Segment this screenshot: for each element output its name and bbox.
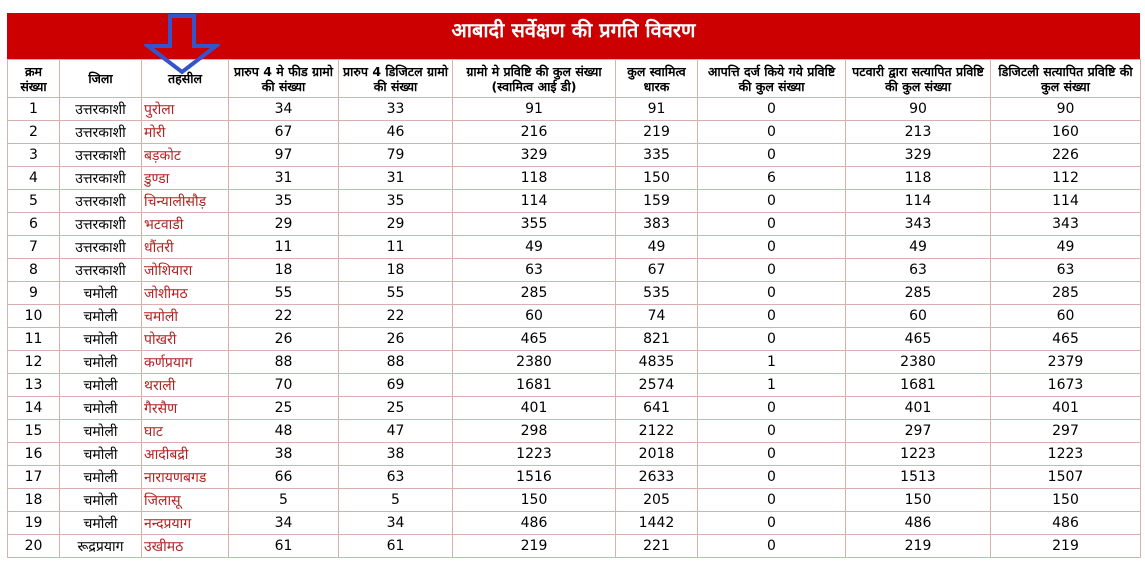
cell-patwari-verified: 465	[846, 328, 991, 351]
cell-serial: 11	[8, 328, 60, 351]
cell-tehsil[interactable]: जोशियारा	[142, 259, 229, 282]
cell-tehsil[interactable]: मोरी	[142, 121, 229, 144]
cell-form4-fed: 97	[229, 144, 339, 167]
cell-total-entries: 329	[453, 144, 616, 167]
cell-total-entries: 298	[453, 420, 616, 443]
cell-form4-fed: 35	[229, 190, 339, 213]
cell-total-owners: 383	[616, 213, 698, 236]
cell-tehsil[interactable]: उखीमठ	[142, 535, 229, 558]
cell-district: चमोली	[60, 282, 142, 305]
cell-form4-digital: 5	[339, 489, 453, 512]
cell-district: उत्तरकाशी	[60, 236, 142, 259]
cell-total-entries: 1681	[453, 374, 616, 397]
cell-patwari-verified: 1513	[846, 466, 991, 489]
cell-objections: 0	[698, 98, 846, 121]
cell-total-entries: 216	[453, 121, 616, 144]
cell-form4-digital: 33	[339, 98, 453, 121]
cell-form4-digital: 63	[339, 466, 453, 489]
cell-tehsil[interactable]: पुरोला	[142, 98, 229, 121]
cell-patwari-verified: 1223	[846, 443, 991, 466]
cell-district: चमोली	[60, 351, 142, 374]
cell-form4-digital: 35	[339, 190, 453, 213]
cell-patwari-verified: 219	[846, 535, 991, 558]
cell-district: उत्तरकाशी	[60, 259, 142, 282]
cell-total-entries: 2380	[453, 351, 616, 374]
cell-form4-digital: 38	[339, 443, 453, 466]
cell-patwari-verified: 285	[846, 282, 991, 305]
cell-tehsil[interactable]: जिलासू	[142, 489, 229, 512]
cell-total-entries: 63	[453, 259, 616, 282]
table-row	[8, 282, 1141, 305]
cell-total-owners: 2574	[616, 374, 698, 397]
cell-serial: 10	[8, 305, 60, 328]
cell-patwari-verified: 1681	[846, 374, 991, 397]
cell-digitally-verified: 2379	[991, 351, 1141, 374]
table-row	[8, 351, 1141, 374]
cell-form4-fed: 61	[229, 535, 339, 558]
cell-digitally-verified: 49	[991, 236, 1141, 259]
table-row	[8, 144, 1141, 167]
cell-objections: 0	[698, 190, 846, 213]
cell-objections: 0	[698, 466, 846, 489]
cell-total-entries: 465	[453, 328, 616, 351]
cell-serial: 1	[8, 98, 60, 121]
cell-form4-fed: 5	[229, 489, 339, 512]
cell-serial: 20	[8, 535, 60, 558]
cell-objections: 0	[698, 259, 846, 282]
header-form4-fed-villages: प्रारुप 4 मे फीड ग्रामो की संख्या	[229, 60, 339, 98]
cell-objections: 0	[698, 236, 846, 259]
cell-digitally-verified: 343	[991, 213, 1141, 236]
cell-objections: 0	[698, 282, 846, 305]
cell-patwari-verified: 150	[846, 489, 991, 512]
cell-serial: 5	[8, 190, 60, 213]
cell-objections: 0	[698, 443, 846, 466]
cell-patwari-verified: 343	[846, 213, 991, 236]
cell-tehsil[interactable]: चिन्यालीसौड़	[142, 190, 229, 213]
cell-digitally-verified: 114	[991, 190, 1141, 213]
table-row	[8, 190, 1141, 213]
cell-patwari-verified: 2380	[846, 351, 991, 374]
cell-serial: 6	[8, 213, 60, 236]
cell-total-owners: 67	[616, 259, 698, 282]
cell-objections: 0	[698, 121, 846, 144]
cell-form4-fed: 66	[229, 466, 339, 489]
cell-form4-fed: 67	[229, 121, 339, 144]
cell-total-entries: 1223	[453, 443, 616, 466]
table-row	[8, 236, 1141, 259]
cell-form4-digital: 69	[339, 374, 453, 397]
cell-district: चमोली	[60, 328, 142, 351]
cell-tehsil[interactable]: जोशीमठ	[142, 282, 229, 305]
progress-table	[7, 59, 1141, 558]
cell-patwari-verified: 486	[846, 512, 991, 535]
cell-district: चमोली	[60, 397, 142, 420]
cell-digitally-verified: 1223	[991, 443, 1141, 466]
table-row	[8, 512, 1141, 535]
cell-digitally-verified: 401	[991, 397, 1141, 420]
cell-district: चमोली	[60, 305, 142, 328]
cell-district: चमोली	[60, 374, 142, 397]
table-row	[8, 397, 1141, 420]
cell-total-owners: 74	[616, 305, 698, 328]
cell-total-entries: 401	[453, 397, 616, 420]
cell-district: उत्तरकाशी	[60, 190, 142, 213]
table-row	[8, 213, 1141, 236]
cell-patwari-verified: 401	[846, 397, 991, 420]
cell-total-owners: 2633	[616, 466, 698, 489]
cell-district: चमोली	[60, 420, 142, 443]
cell-total-owners: 2122	[616, 420, 698, 443]
cell-objections: 0	[698, 305, 846, 328]
cell-total-owners: 335	[616, 144, 698, 167]
cell-form4-fed: 48	[229, 420, 339, 443]
cell-form4-fed: 34	[229, 98, 339, 121]
cell-digitally-verified: 150	[991, 489, 1141, 512]
cell-form4-digital: 61	[339, 535, 453, 558]
cell-digitally-verified: 1507	[991, 466, 1141, 489]
table-row	[8, 121, 1141, 144]
cell-tehsil[interactable]: नन्दप्रयाग	[142, 512, 229, 535]
cell-serial: 17	[8, 466, 60, 489]
table-row	[8, 259, 1141, 282]
cell-total-entries: 118	[453, 167, 616, 190]
header-patwari-verified: पटवारी द्वारा सत्यापित प्रविष्टि की कुल संख्या	[846, 60, 991, 98]
cell-tehsil[interactable]: धौंतरी	[142, 236, 229, 259]
cell-total-entries: 49	[453, 236, 616, 259]
cell-total-owners: 641	[616, 397, 698, 420]
cell-form4-fed: 26	[229, 328, 339, 351]
cell-objections: 0	[698, 397, 846, 420]
cell-digitally-verified: 1673	[991, 374, 1141, 397]
cell-district: चमोली	[60, 443, 142, 466]
header-total-entries: ग्रामो मे प्रविष्टि की कुल संख्या (स्वामित्व आई डी)	[453, 60, 616, 98]
cell-district: उत्तरकाशी	[60, 144, 142, 167]
cell-total-owners: 150	[616, 167, 698, 190]
cell-patwari-verified: 213	[846, 121, 991, 144]
cell-digitally-verified: 297	[991, 420, 1141, 443]
cell-tehsil[interactable]: थराली	[142, 374, 229, 397]
cell-form4-fed: 31	[229, 167, 339, 190]
cell-form4-digital: 47	[339, 420, 453, 443]
cell-form4-digital: 29	[339, 213, 453, 236]
cell-patwari-verified: 114	[846, 190, 991, 213]
cell-objections: 0	[698, 213, 846, 236]
down-arrow-icon	[144, 14, 220, 76]
table-row	[8, 98, 1141, 121]
cell-tehsil[interactable]: घाट	[142, 420, 229, 443]
cell-form4-digital: 11	[339, 236, 453, 259]
cell-total-owners: 1442	[616, 512, 698, 535]
cell-objections: 6	[698, 167, 846, 190]
cell-serial: 7	[8, 236, 60, 259]
header-serial: क्रम संख्या	[8, 60, 60, 98]
cell-serial: 2	[8, 121, 60, 144]
cell-objections: 0	[698, 535, 846, 558]
cell-tehsil[interactable]: गैरसैण	[142, 397, 229, 420]
cell-form4-digital: 88	[339, 351, 453, 374]
cell-total-owners: 205	[616, 489, 698, 512]
cell-serial: 8	[8, 259, 60, 282]
cell-digitally-verified: 63	[991, 259, 1141, 282]
cell-total-owners: 4835	[616, 351, 698, 374]
cell-form4-digital: 55	[339, 282, 453, 305]
cell-serial: 3	[8, 144, 60, 167]
cell-total-entries: 219	[453, 535, 616, 558]
table-body	[8, 98, 1141, 558]
cell-patwari-verified: 329	[846, 144, 991, 167]
cell-objections: 1	[698, 374, 846, 397]
cell-total-owners: 821	[616, 328, 698, 351]
cell-serial: 16	[8, 443, 60, 466]
cell-district: चमोली	[60, 512, 142, 535]
cell-digitally-verified: 486	[991, 512, 1141, 535]
cell-district: चमोली	[60, 466, 142, 489]
cell-tehsil[interactable]: बड़कोट	[142, 144, 229, 167]
cell-patwari-verified: 297	[846, 420, 991, 443]
table-row	[8, 328, 1141, 351]
cell-total-owners: 159	[616, 190, 698, 213]
cell-objections: 1	[698, 351, 846, 374]
cell-objections: 0	[698, 489, 846, 512]
cell-form4-digital: 31	[339, 167, 453, 190]
cell-form4-fed: 88	[229, 351, 339, 374]
cell-patwari-verified: 49	[846, 236, 991, 259]
cell-tehsil[interactable]: भटवाडी	[142, 213, 229, 236]
header-digitally-verified: डिजिटली सत्यापित प्रविष्टि की कुल संख्या	[991, 60, 1141, 98]
header-total-owners: कुल स्वामित्व धारक	[616, 60, 698, 98]
cell-district: उत्तरकाशी	[60, 167, 142, 190]
cell-total-entries: 486	[453, 512, 616, 535]
cell-total-owners: 221	[616, 535, 698, 558]
table-row	[8, 443, 1141, 466]
cell-patwari-verified: 63	[846, 259, 991, 282]
cell-form4-fed: 11	[229, 236, 339, 259]
cell-digitally-verified: 90	[991, 98, 1141, 121]
header-form4-digital-villages: प्रारुप 4 डिजिटल ग्रामो की संख्या	[339, 60, 453, 98]
cell-tehsil[interactable]: पोखरी	[142, 328, 229, 351]
cell-patwari-verified: 90	[846, 98, 991, 121]
cell-form4-digital: 34	[339, 512, 453, 535]
header-district: जिला	[60, 60, 142, 98]
cell-digitally-verified: 285	[991, 282, 1141, 305]
cell-form4-fed: 38	[229, 443, 339, 466]
cell-total-entries: 355	[453, 213, 616, 236]
cell-form4-digital: 79	[339, 144, 453, 167]
cell-total-entries: 285	[453, 282, 616, 305]
table-row	[8, 305, 1141, 328]
cell-objections: 0	[698, 512, 846, 535]
page-title: आबादी सर्वेक्षण की प्रगति विवरण	[7, 13, 1140, 59]
cell-total-entries: 1516	[453, 466, 616, 489]
cell-form4-fed: 29	[229, 213, 339, 236]
cell-total-entries: 91	[453, 98, 616, 121]
cell-form4-digital: 25	[339, 397, 453, 420]
cell-serial: 9	[8, 282, 60, 305]
cell-total-owners: 219	[616, 121, 698, 144]
cell-tehsil[interactable]: कर्णप्रयाग	[142, 351, 229, 374]
cell-tehsil[interactable]: आदीबद्री	[142, 443, 229, 466]
cell-form4-fed: 34	[229, 512, 339, 535]
table-row	[8, 466, 1141, 489]
cell-total-owners: 91	[616, 98, 698, 121]
cell-form4-digital: 46	[339, 121, 453, 144]
cell-total-entries: 114	[453, 190, 616, 213]
cell-form4-fed: 22	[229, 305, 339, 328]
cell-total-owners: 535	[616, 282, 698, 305]
cell-serial: 13	[8, 374, 60, 397]
cell-form4-fed: 55	[229, 282, 339, 305]
cell-form4-fed: 18	[229, 259, 339, 282]
cell-patwari-verified: 60	[846, 305, 991, 328]
table-row	[8, 420, 1141, 443]
table-row	[8, 535, 1141, 558]
cell-form4-digital: 18	[339, 259, 453, 282]
cell-tehsil[interactable]: डुण्डा	[142, 167, 229, 190]
cell-total-entries: 60	[453, 305, 616, 328]
cell-form4-digital: 22	[339, 305, 453, 328]
cell-form4-fed: 25	[229, 397, 339, 420]
cell-district: उत्तरकाशी	[60, 121, 142, 144]
header-objections: आपत्ति दर्ज किये गये प्रविष्टि की कुल संख्या	[698, 60, 846, 98]
cell-district: रूद्रप्रयाग	[60, 535, 142, 558]
cell-total-entries: 150	[453, 489, 616, 512]
cell-tehsil[interactable]: नारायणबगड	[142, 466, 229, 489]
cell-digitally-verified: 160	[991, 121, 1141, 144]
cell-digitally-verified: 226	[991, 144, 1141, 167]
cell-serial: 14	[8, 397, 60, 420]
cell-district: उत्तरकाशी	[60, 98, 142, 121]
cell-digitally-verified: 465	[991, 328, 1141, 351]
cell-district: उत्तरकाशी	[60, 213, 142, 236]
cell-tehsil[interactable]: चमोली	[142, 305, 229, 328]
cell-digitally-verified: 112	[991, 167, 1141, 190]
cell-digitally-verified: 60	[991, 305, 1141, 328]
cell-digitally-verified: 219	[991, 535, 1141, 558]
table-row	[8, 489, 1141, 512]
cell-district: चमोली	[60, 489, 142, 512]
cell-serial: 4	[8, 167, 60, 190]
cell-form4-fed: 70	[229, 374, 339, 397]
cell-patwari-verified: 118	[846, 167, 991, 190]
table-row	[8, 374, 1141, 397]
cell-objections: 0	[698, 144, 846, 167]
cell-serial: 15	[8, 420, 60, 443]
cell-form4-digital: 26	[339, 328, 453, 351]
cell-serial: 18	[8, 489, 60, 512]
header-tehsil: तहसील	[142, 60, 229, 98]
cell-serial: 12	[8, 351, 60, 374]
cell-total-owners: 2018	[616, 443, 698, 466]
cell-total-owners: 49	[616, 236, 698, 259]
table-row	[8, 167, 1141, 190]
cell-serial: 19	[8, 512, 60, 535]
cell-objections: 0	[698, 420, 846, 443]
cell-objections: 0	[698, 328, 846, 351]
